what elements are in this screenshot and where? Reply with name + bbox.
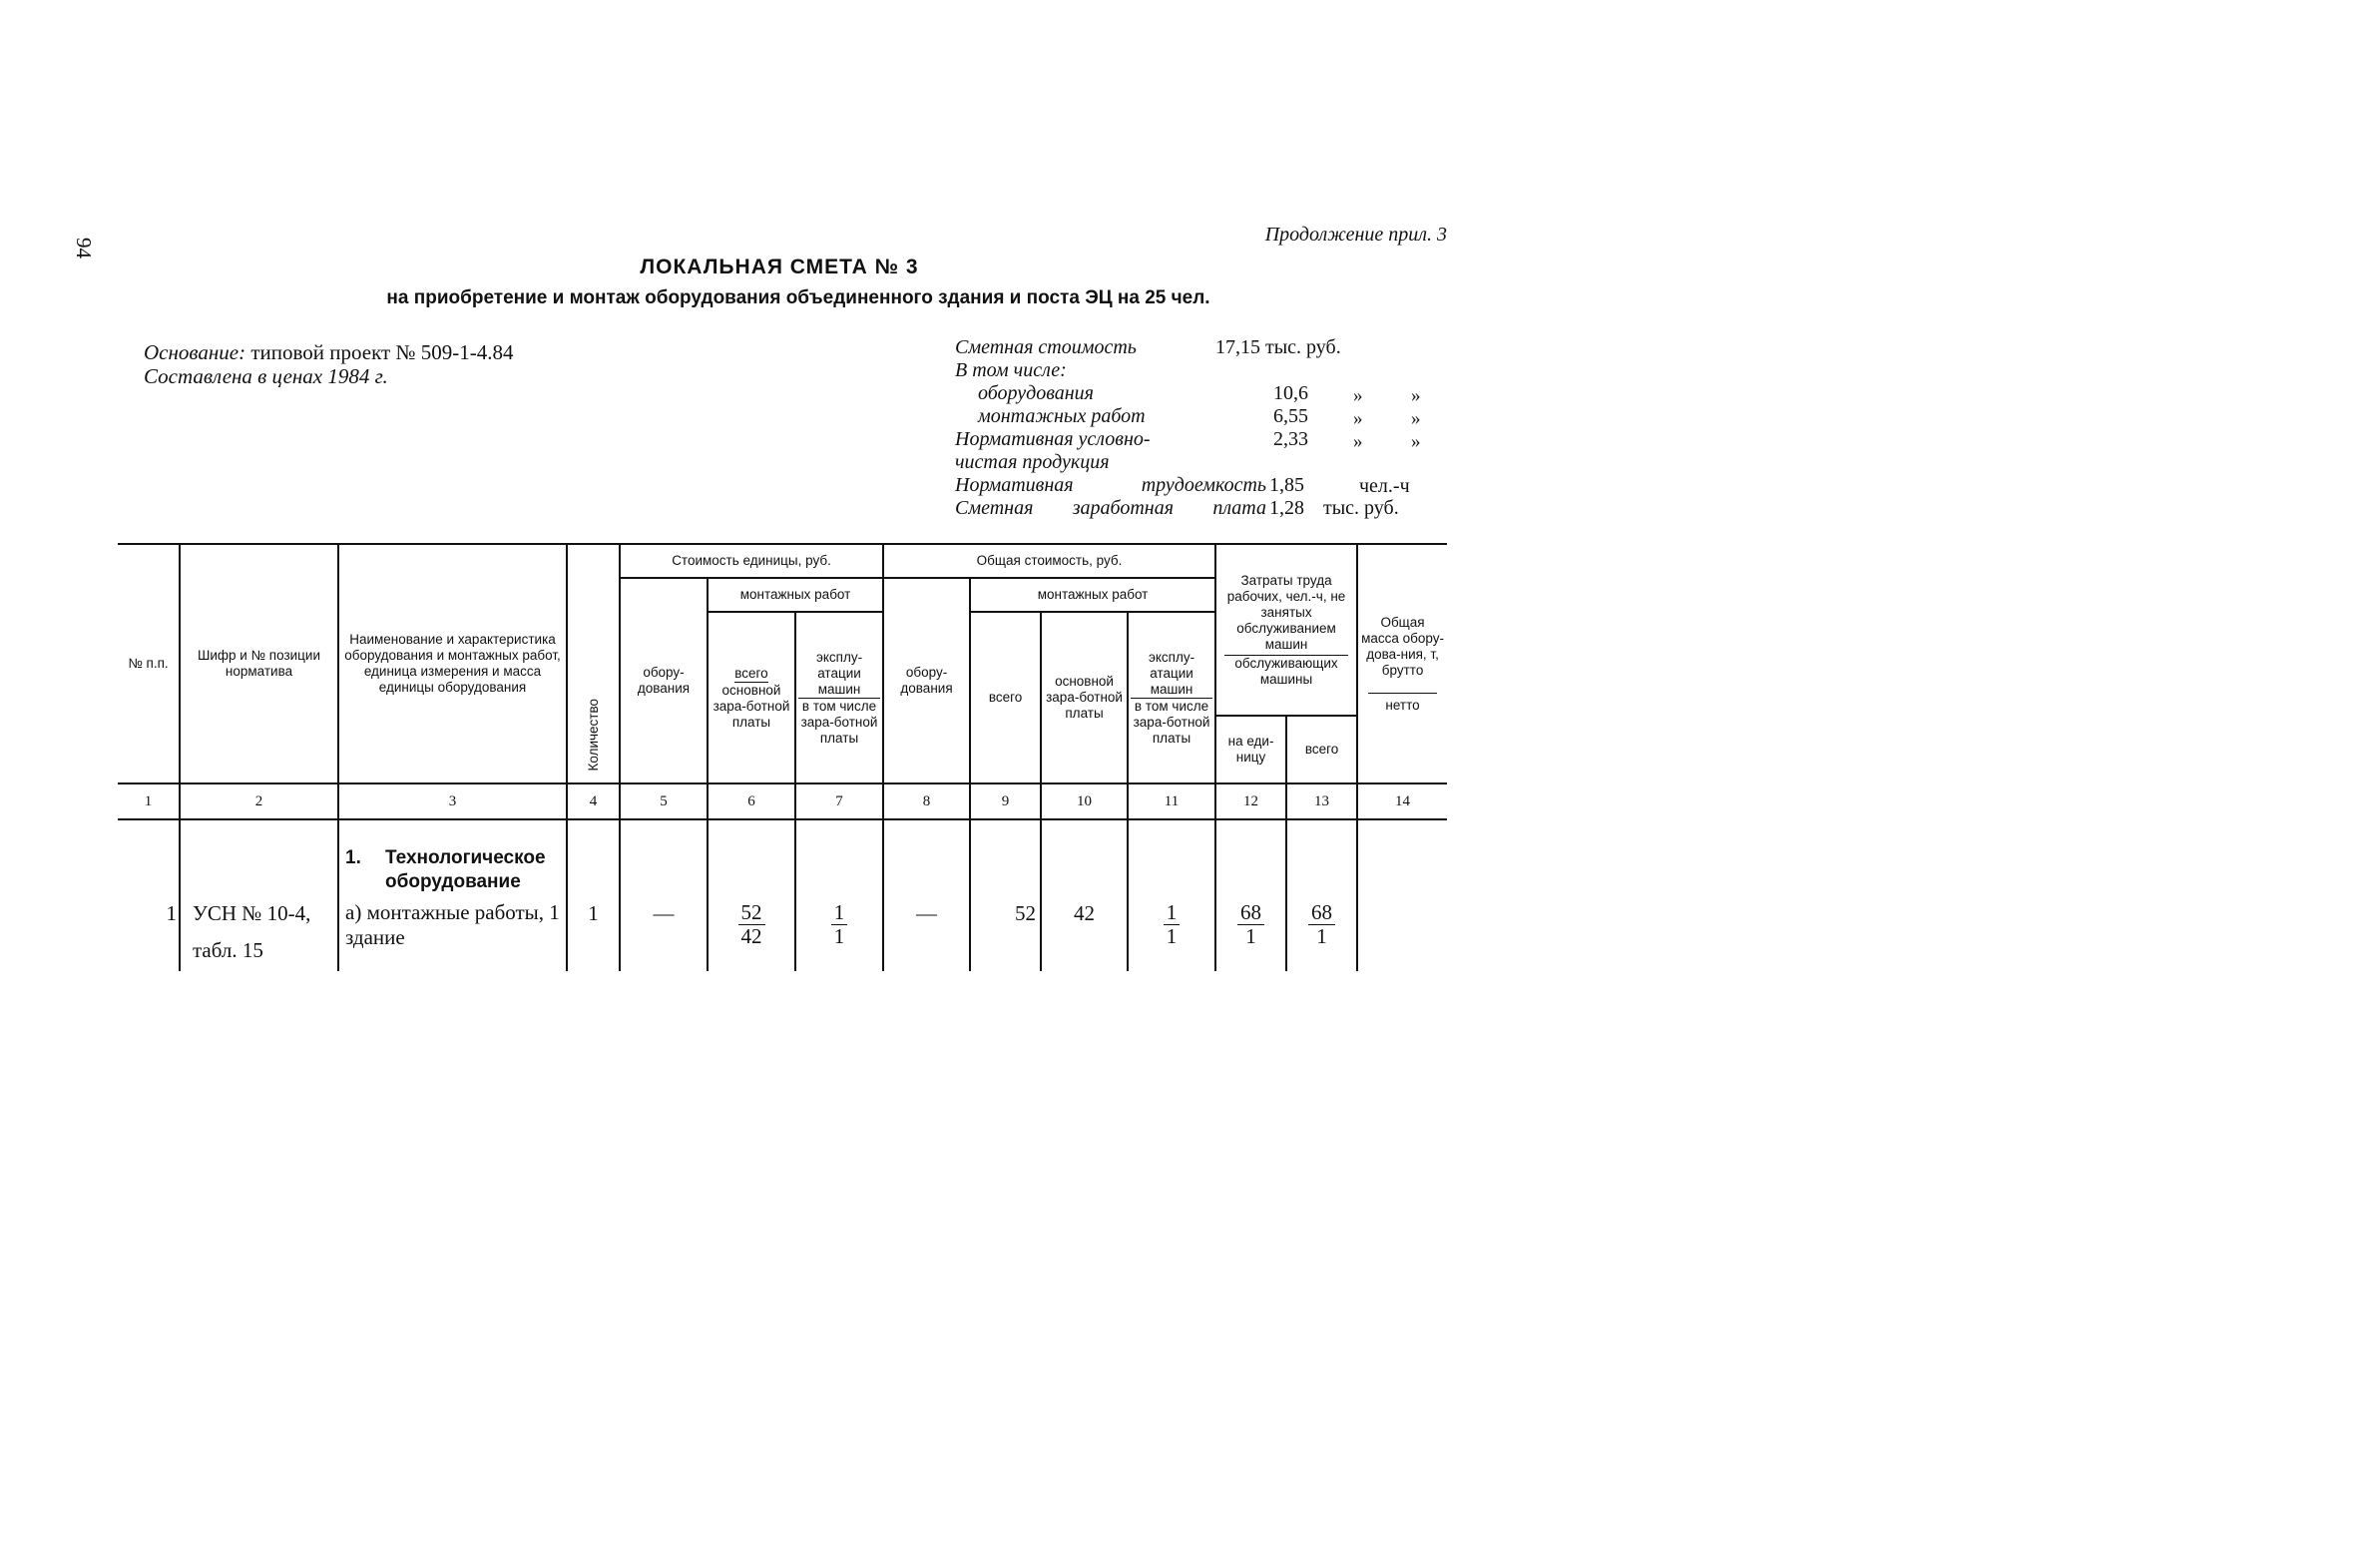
header-number: № п.п.	[118, 544, 180, 783]
col-number: 3	[338, 783, 567, 819]
header-total-machines: эксплу-атации машин в том числе зара-ботной платы	[1128, 612, 1215, 783]
header-unit-mounting: монтажных работ	[708, 578, 883, 612]
mounting-label: монтажных работ	[978, 405, 1146, 427]
basis-value: типовой проект № 509-1-4.84	[250, 340, 514, 364]
ditto-mark: »	[1353, 431, 1363, 452]
row-machines-unit: $\frac{1}{1}$	[795, 845, 883, 971]
document-subtitle: на приобретение и монтаж оборудования объединенного здания и поста ЭЦ на 25 чел.	[386, 287, 1210, 308]
col-number: 4	[567, 783, 620, 819]
header-unit-machines: эксплу-атации машин в том числе зара-ботной платы	[795, 612, 883, 783]
row-mount-total: 52	[970, 845, 1041, 971]
continuation-note: Продолжение прил. 3	[1264, 224, 1447, 246]
header-total-equipment: обору-дования	[883, 578, 970, 783]
prices-year: Составлена в ценах 1984 г.	[144, 364, 388, 388]
row-machines-total: $\frac{1}{1}$	[1128, 845, 1215, 971]
labor-label: Нормативная трудоемкость	[955, 474, 1266, 496]
section-number: 1.	[345, 847, 361, 868]
product-value: 2,33	[1273, 428, 1308, 450]
header-name: Наименование и характеристика оборудования и монтажных работ, единица измерения и масса единицы оборудования	[338, 544, 567, 783]
ditto-mark: »	[1411, 385, 1421, 406]
row-quantity: 1	[567, 845, 620, 971]
wage-label: Сметная заработная плата	[955, 497, 1266, 519]
header-total-mounting: монтажных работ	[970, 578, 1215, 612]
cost-label: Сметная стоимость	[955, 336, 1137, 358]
col-number: 10	[1041, 783, 1128, 819]
col-number: 13	[1286, 783, 1357, 819]
header-unit-cost: Стоимость единицы, руб.	[620, 544, 883, 578]
product-label-1: Нормативная условно-	[955, 428, 1151, 450]
header-quantity: Количество	[567, 544, 620, 783]
wage-value: 1,28	[1269, 497, 1304, 519]
col-number: 2	[180, 783, 338, 819]
ditto-mark: »	[1353, 408, 1363, 429]
equipment-label: оборудования	[978, 382, 1094, 404]
page-number: 94	[72, 238, 96, 259]
row-code: УСН № 10-4, табл. 15	[180, 845, 338, 971]
header-total-cost: Общая стоимость, руб.	[883, 544, 1215, 578]
header-mass: Общая масса обору-дова-ния, т, брутто нетто	[1357, 544, 1447, 783]
header-unit-equipment: обору-дования	[620, 578, 708, 783]
col-number: 9	[970, 783, 1041, 819]
basis-label: Основание:	[144, 340, 246, 364]
mounting-value: 6,55	[1273, 405, 1308, 427]
labor-unit: чел.-ч	[1359, 475, 1410, 497]
cost-value: 17,15 тыс. руб.	[1215, 336, 1341, 358]
ditto-mark: »	[1411, 431, 1421, 452]
header-unit-total: всего основной зара-ботной платы	[708, 612, 795, 783]
header-code: Шифр и № позиции норматива	[180, 544, 338, 783]
row-base-wage: 42	[1041, 845, 1128, 971]
section-title: Технологическое оборудование	[385, 847, 546, 892]
col-number: 1	[118, 783, 180, 819]
col-number: 14	[1357, 783, 1447, 819]
row-equip-unit: —	[620, 845, 708, 971]
row-equip-total: —	[883, 845, 970, 971]
labor-value: 1,85	[1269, 474, 1304, 496]
labor-header-text: Затраты труда рабочих, чел.-ч, не занятых обслуживанием машин	[1226, 572, 1346, 652]
col-number: 12	[1215, 783, 1286, 819]
header-total-all: всего	[970, 612, 1041, 783]
header-net: нетто	[1368, 693, 1437, 714]
row-number: 1	[118, 845, 180, 971]
row-description: а) монтажные работы, 1 здание	[345, 900, 560, 949]
wage-unit: тыс. руб.	[1323, 497, 1399, 519]
product-label-2: чистая продукция	[955, 451, 1110, 473]
col-number: 5	[620, 783, 708, 819]
col-number: 6	[708, 783, 795, 819]
document-title: ЛОКАЛЬНАЯ СМЕТА № 3	[640, 256, 919, 278]
row-labor-unit: $\frac{68}{1}$	[1215, 845, 1286, 971]
estimate-table	[118, 543, 1447, 971]
row-name	[338, 845, 567, 971]
ditto-mark: »	[1411, 408, 1421, 429]
header-total-base-wage: основной зара-ботной платы	[1041, 612, 1128, 783]
header-labor-per-unit: на еди-ницу	[1215, 716, 1286, 783]
col-number: 7	[795, 783, 883, 819]
basis-block	[144, 340, 513, 388]
ditto-mark: »	[1353, 385, 1363, 406]
row-mount-unit: $\frac{52}{42}$	[708, 845, 795, 971]
header-labor-total: всего	[1286, 716, 1357, 783]
row-labor-total: $\frac{68}{1}$	[1286, 845, 1357, 971]
header-labor	[1215, 544, 1357, 716]
including-label: В том числе:	[955, 359, 1067, 381]
col-number: 11	[1128, 783, 1215, 819]
col-number: 8	[883, 783, 970, 819]
equipment-value: 10,6	[1273, 382, 1308, 404]
labor-serving-text: обслуживающих машины	[1234, 655, 1338, 687]
